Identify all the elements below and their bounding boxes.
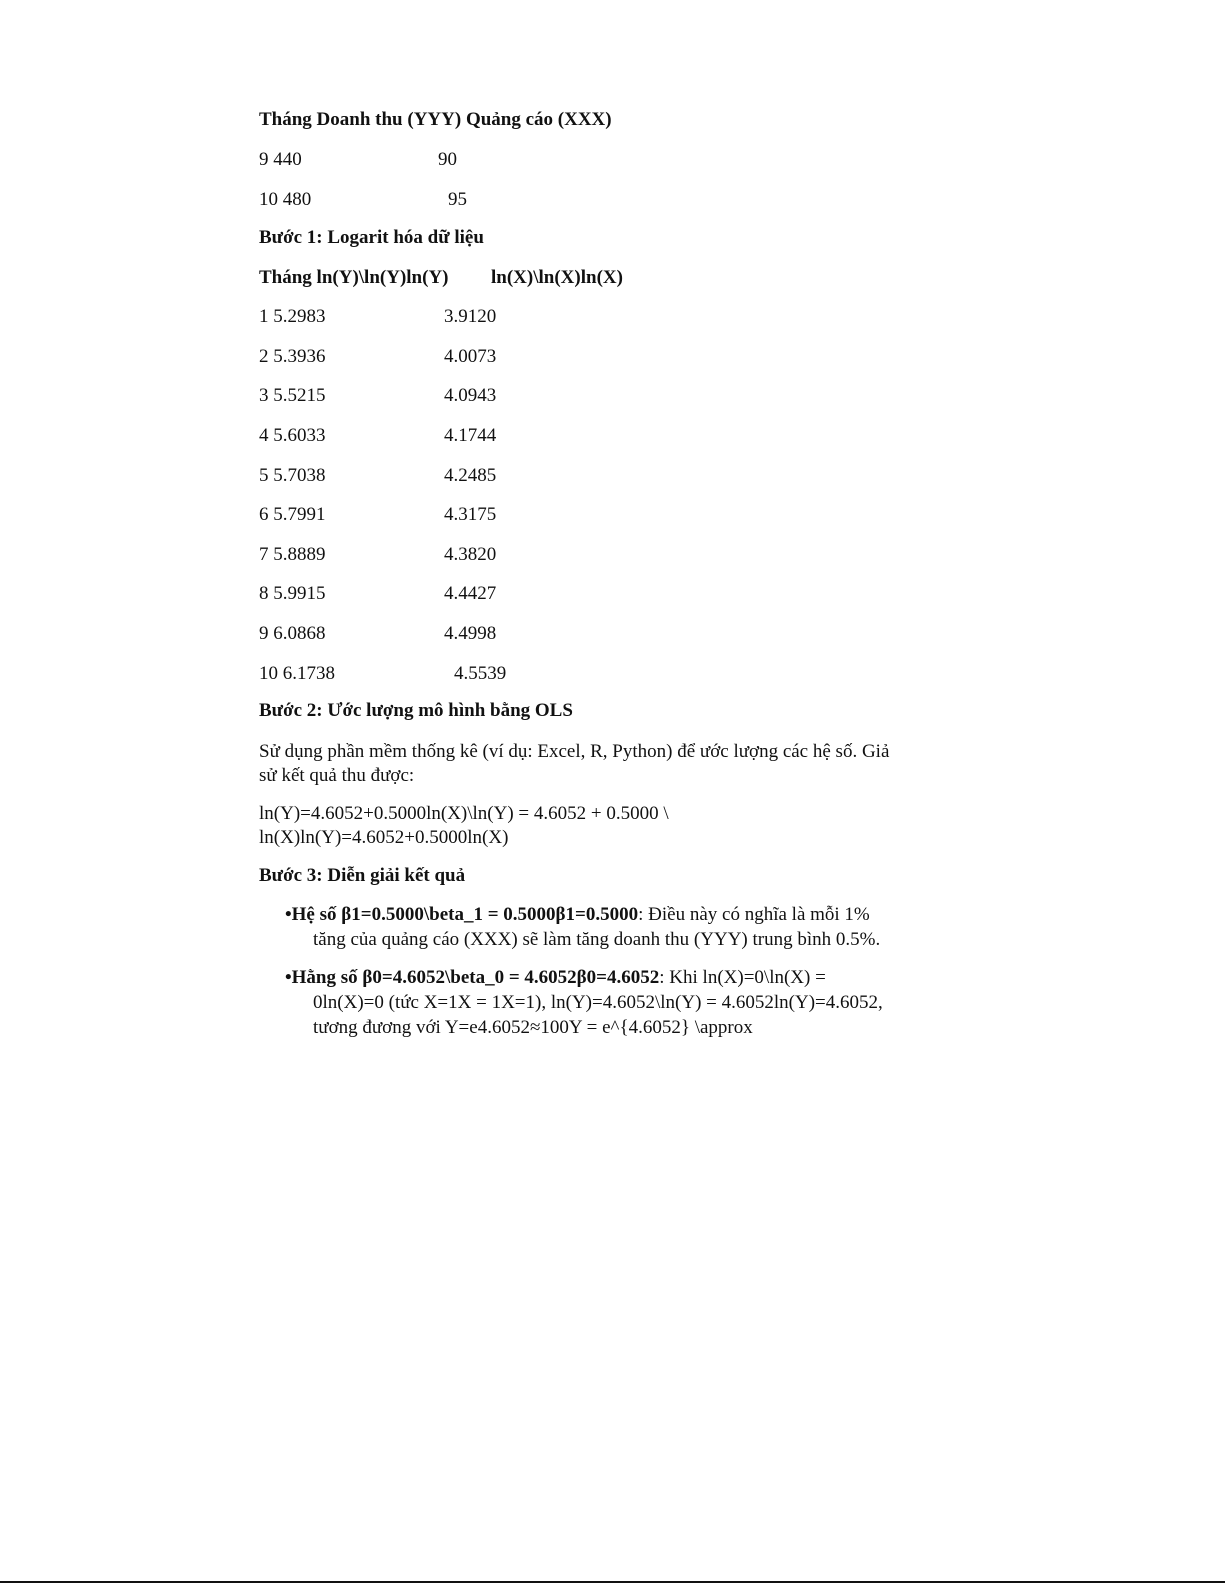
table1-cell-ad: 95 bbox=[448, 189, 467, 210]
step2-equation-line1: ln(Y)=4.6052+0.5000ln(X)\ln(Y) = 4.6052 + 0.5000 \ bbox=[259, 803, 669, 824]
step1-table-header-col2: ln(X)\ln(X)ln(X) bbox=[491, 267, 623, 288]
step1-row-col2: 4.4998 bbox=[444, 623, 497, 644]
bullet-bold-term: Hằng số β0=4.6052\beta_0 = 4.6052β0=4.6052 bbox=[291, 967, 660, 988]
bullet-bold-term: Hệ số β1=0.5000\beta_1 = 0.5000β1=0.5000 bbox=[291, 904, 639, 925]
step1-row-col1: 2 5.3936 bbox=[259, 346, 326, 367]
bullet-text-continuation: 0ln(X)=0 (tức X=1X = 1X=1), ln(Y)=4.6052\ln(Y) = 4.6052ln(Y)=4.6052, bbox=[313, 992, 883, 1013]
bullet-item-intercept bbox=[285, 965, 955, 1040]
bullet-text-continuation: tương đương với Y=e4.6052≈100Y = e^{4.6052} \approx bbox=[313, 1017, 753, 1038]
step1-row-col2: 4.4427 bbox=[444, 583, 497, 604]
step1-heading: Bước 1: Logarit hóa dữ liệu bbox=[259, 227, 484, 248]
bullet-text: : Khi ln(X)=0\ln(X) = bbox=[659, 967, 826, 988]
table1-cell-month-revenue: 9 440 bbox=[259, 149, 302, 170]
step1-row-col1: 3 5.5215 bbox=[259, 385, 326, 406]
table1-cell-ad: 90 bbox=[438, 149, 457, 170]
table1-row bbox=[259, 189, 311, 211]
bullet-item-coefficient bbox=[285, 902, 955, 952]
step3-heading: Bước 3: Diễn giải kết quả bbox=[259, 865, 466, 886]
bullet-text-continuation: tăng của quảng cáo (XXX) sẽ làm tăng doanh thu (YYY) trung bình 0.5%. bbox=[313, 929, 881, 950]
step1-row-col1: 8 5.9915 bbox=[259, 583, 326, 604]
step1-row-col1: 9 6.0868 bbox=[259, 623, 326, 644]
page-bottom-rule bbox=[0, 1581, 1225, 1583]
step1-row-col1: 6 5.7991 bbox=[259, 504, 326, 525]
step1-row-col2: 3.9120 bbox=[444, 306, 497, 327]
step1-row-col1: 1 5.2983 bbox=[259, 306, 326, 327]
bullet-text: : Điều này có nghĩa là mỗi 1% bbox=[638, 904, 870, 925]
table1-header: Tháng Doanh thu (YYY) Quảng cáo (XXX) bbox=[259, 109, 612, 130]
step1-row-col2: 4.1744 bbox=[444, 425, 497, 446]
step1-row-col1: 4 5.6033 bbox=[259, 425, 326, 446]
step1-row-col2: 4.3175 bbox=[444, 504, 497, 525]
step1-row-col1: 10 6.1738 bbox=[259, 663, 335, 684]
step2-heading: Bước 2: Ước lượng mô hình bằng OLS bbox=[259, 700, 573, 721]
step1-row-col2: 4.5539 bbox=[454, 663, 507, 684]
step1-table-header-col1: Tháng ln(Y)\ln(Y)ln(Y) bbox=[259, 267, 449, 288]
step1-row-col2: 4.0073 bbox=[444, 346, 497, 367]
bullet-dot: • bbox=[285, 967, 292, 988]
step1-row-col1: 5 5.7038 bbox=[259, 465, 326, 486]
step1-row-col2: 4.2485 bbox=[444, 465, 497, 486]
step2-paragraph-line1: Sử dụng phần mềm thống kê (ví dụ: Excel, R, Python) để ước lượng các hệ số. Giả bbox=[259, 741, 890, 762]
step2-equation-line2: ln(X)ln(Y)=4.6052+0.5000ln(X) bbox=[259, 827, 509, 848]
step1-row-col2: 4.3820 bbox=[444, 544, 497, 565]
table1-row bbox=[259, 149, 302, 171]
step1-row-col1: 7 5.8889 bbox=[259, 544, 326, 565]
step1-row-col2: 4.0943 bbox=[444, 385, 497, 406]
table1-cell-month-revenue: 10 480 bbox=[259, 189, 312, 210]
bullet-dot: • bbox=[285, 904, 292, 925]
step2-paragraph-line2: sử kết quả thu được: bbox=[259, 765, 415, 786]
